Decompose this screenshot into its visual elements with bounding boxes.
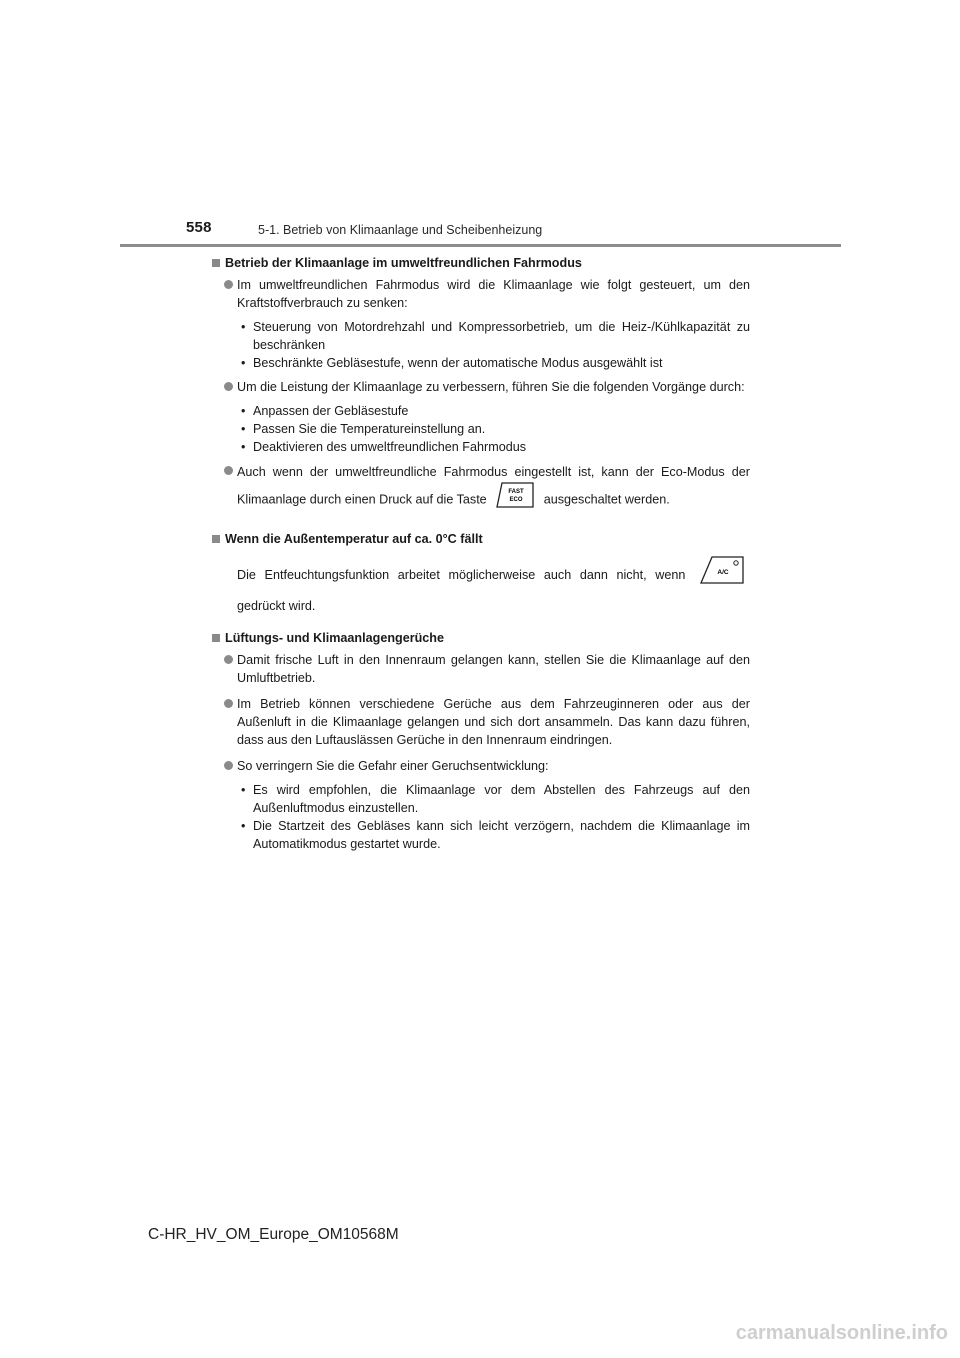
square-bullet-icon	[212, 634, 220, 642]
bullet-item: Damit frische Luft in den Innenraum gelangen kann, stellen Sie die Klimaanlage auf den Umluftbetrieb.	[210, 651, 750, 687]
page-number: 558	[186, 219, 212, 236]
sub-list-item: • Deaktivieren des umweltfreundlichen Fahrmodus	[241, 440, 526, 454]
page-content	[210, 254, 750, 859]
sub-list-item: • Passen Sie die Temperatureinstellung an.	[241, 422, 486, 436]
circle-bullet-icon	[224, 699, 233, 708]
section-heading-odors: Lüftungs- und Klimaanlagengerüche	[210, 629, 750, 647]
sub-list	[210, 781, 750, 853]
bullet-item: Auch wenn der umweltfreundliche Fahrmodus eingestellt ist, kann der Eco-Modus der Klimaanlage durch einen Druck auf die Taste FAST ECO ausgeschaltet werden.	[210, 462, 750, 518]
fast-eco-button-icon	[494, 480, 536, 516]
svg-text:ECO: ECO	[509, 497, 523, 503]
section-heading-low-temperature: Wenn die Außentemperatur auf ca. 0°C fällt	[210, 530, 750, 548]
sub-list	[210, 402, 750, 456]
circle-bullet-icon	[224, 382, 233, 391]
sub-list-item: • Steuerung von Motordrehzahl und Kompressorbetrieb, um die Heiz-/Kühlkapazität zu beschränken	[241, 320, 750, 352]
bullet-item: So verringern Sie die Gefahr einer Geruchsentwicklung:	[210, 757, 750, 775]
section-heading-eco-mode: Betrieb der Klimaanlage im umweltfreundlichen Fahrmodus	[210, 254, 750, 272]
circle-bullet-icon	[224, 761, 233, 770]
ac-button-icon	[698, 554, 746, 593]
circle-bullet-icon	[224, 280, 233, 289]
bullet-item: Im Betrieb können verschiedene Gerüche aus dem Fahrzeuginneren oder aus der Außenluft in die Klimaanlage gelangen und sich dort ansammeln. Das kann dazu führen, dass aus den Luftauslässen Gerüche in den Innenraum eindringen.	[210, 695, 750, 749]
square-bullet-icon	[212, 259, 220, 267]
document-id: C-HR_HV_OM_Europe_OM10568M	[148, 1226, 399, 1243]
circle-bullet-icon	[224, 466, 233, 475]
chapter-title: 5-1. Betrieb von Klimaanlage und Scheibenheizung	[258, 223, 543, 237]
sub-list-item: • Anpassen der Gebläsestufe	[241, 404, 409, 418]
sub-list-item: • Die Startzeit des Gebläses kann sich leicht verzögern, nachdem die Klimaanlage im Automatikmodus gestartet wurde.	[241, 819, 750, 851]
svg-text:A/C: A/C	[717, 569, 729, 576]
bullet-item: Im umweltfreundlichen Fahrmodus wird die Klimaanlage wie folgt gesteuert, um den Kraftstoffverbrauch zu senken:	[210, 276, 750, 312]
circle-bullet-icon	[224, 655, 233, 664]
bullet-item: Um die Leistung der Klimaanlage zu verbessern, führen Sie die folgenden Vorgänge durch:	[210, 378, 750, 396]
sub-list-item: • Beschränkte Gebläsestufe, wenn der automatische Modus ausgewählt ist	[241, 356, 663, 370]
square-bullet-icon	[212, 535, 220, 543]
header-divider	[120, 244, 841, 247]
sub-list	[210, 318, 750, 372]
low-temperature-note: Die Entfeuchtungsfunktion arbeitet möglicherweise auch dann nicht, wenn A/C gedrückt wird.	[210, 556, 750, 617]
svg-text:FAST: FAST	[508, 489, 524, 495]
sub-list-item: • Es wird empfohlen, die Klimaanlage vor dem Abstellen des Fahrzeugs auf den Außenluftmodus einzustellen.	[241, 783, 750, 815]
watermark: carmanualsonline.info	[735, 1322, 948, 1344]
